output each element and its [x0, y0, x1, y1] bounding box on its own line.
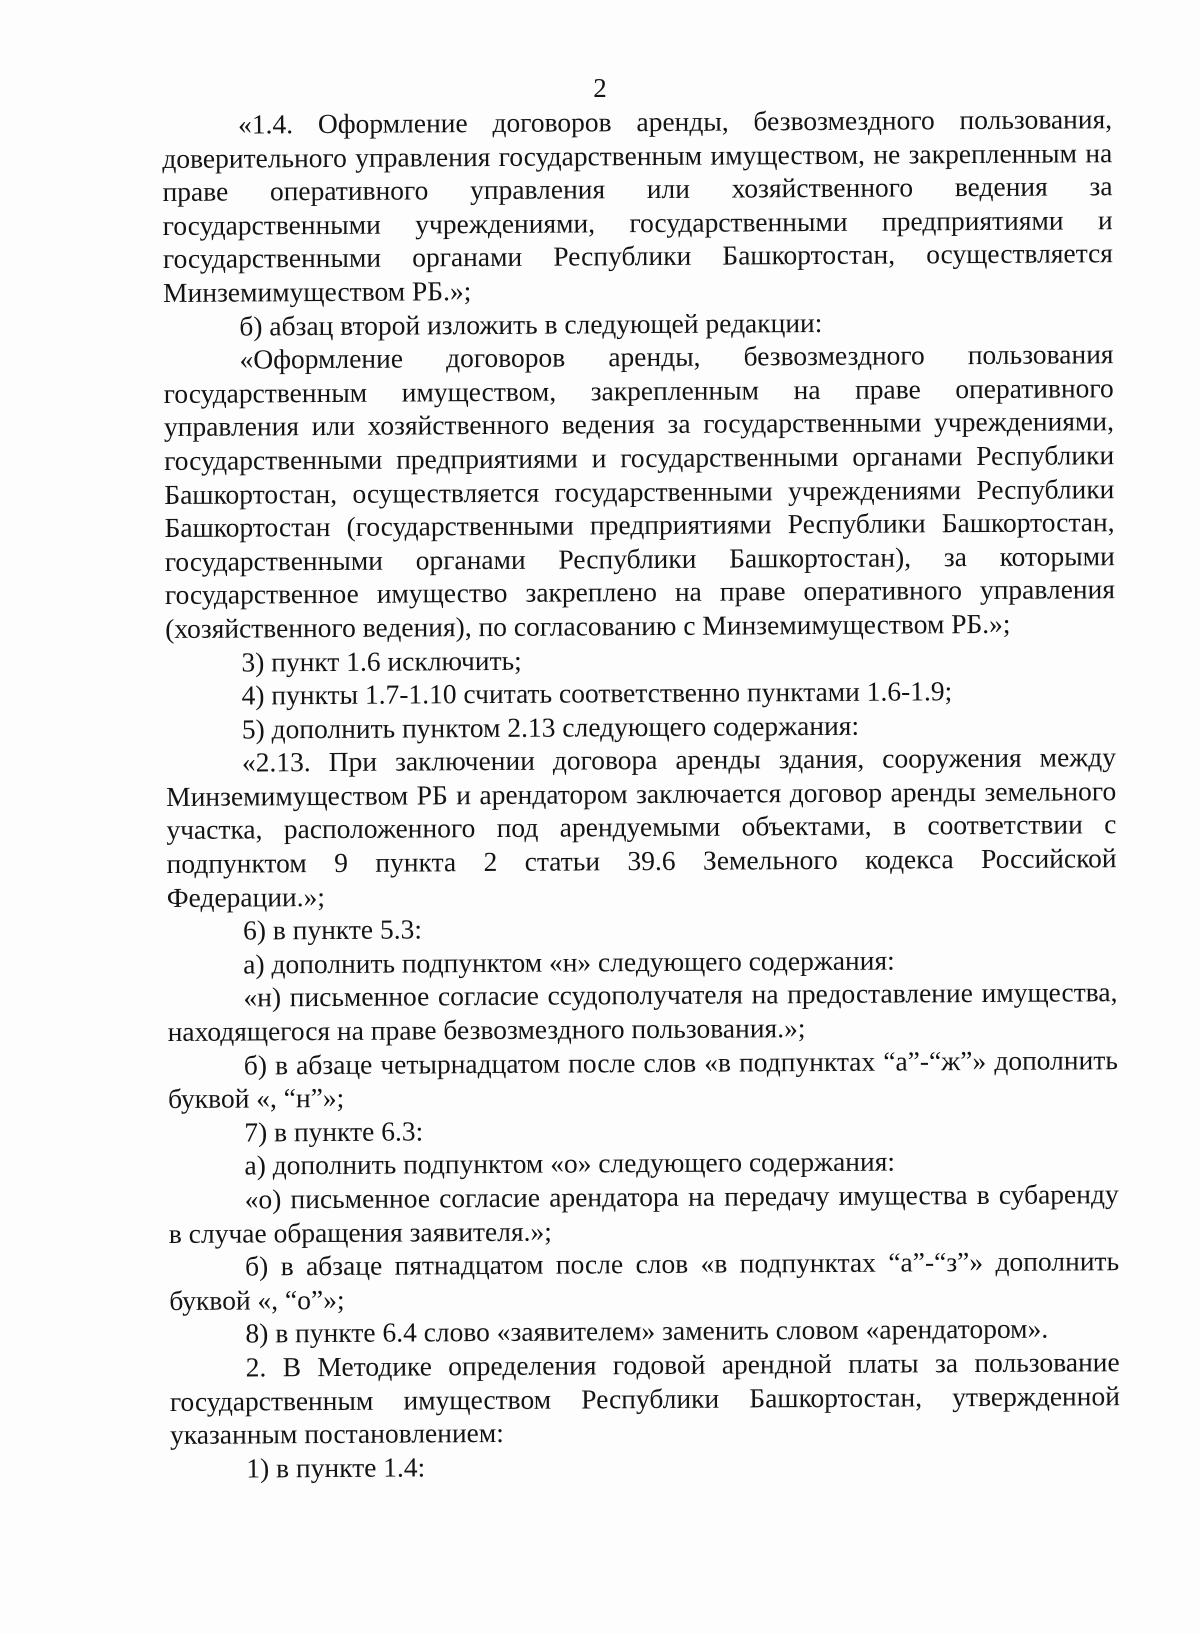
paragraph-subitem-n: «н) письменное согласие ссудополучателя на предоставление имущества, находящегося на праве безвозмездного пользования.»; [167, 976, 1118, 1048]
paragraph-item-5: 5) дополнить пунктом 2.13 следующего содержания: [241, 709, 860, 745]
paragraph-item-3: 3) пункт 1.6 исключить; [241, 644, 522, 678]
paragraph-new-wording: «Оформление договоров аренды, безвозмездного пользования государственным имуществом, закрепленным на праве оперативного управления или хозяйственного ведения за государственными учреждениями, государственными предприятиями и государственными органами Республики Башкортостан, осуществляется государственными учреждениями Республики Башкортостан (государственными предприятиями Республики Башкортостан, государственными органами Республики Башкортостан), за которыми государственное имущество закреплено на праве оперативного управления (хозяйственного ведения), по согласованию с Минземимуществом РБ.»; [163, 338, 1116, 644]
paragraph-item-6: 6) в пункте 5.3: [242, 913, 423, 946]
paragraph-item-7-a: а) дополнить подпунктом «о» следующего содержания: [244, 1145, 896, 1181]
document-body [162, 102, 1120, 1485]
paragraph-item-8: 8) в пункте 6.4 слово «заявителем» заменить словом «арендатором». [245, 1312, 1049, 1349]
paragraph-clause-2-13: «2.13. При заключении договора аренды здания, сооружения между Минземимуществом РБ и арендатором заключается договор аренды земельного участка, расположенного под арендуемыми объектами, в соответствии с подпунктом 9 пункта 2 статьи 39.6 Земельного кодекса Российской Федерации.»; [166, 741, 1117, 913]
paragraph-subitem-o: «о) письменное согласие арендатора на передачу имущества в субаренду в случае обращения заявителя.»; [168, 1178, 1119, 1249]
paragraph-item-6-a: а) дополнить подпунктом «н» следующего содержания: [243, 944, 895, 980]
paragraph-section-2-item-1: 1) в пункте 1.4: [246, 1451, 426, 1484]
paragraph-clause-1-4: «1.4. Оформление договоров аренды, безвозмездного пользования, доверительного управления государственным имуществом, не закрепленным на праве оперативного управления или хозяйственного ведения за государственными учреждениями, государственными предприятиями и государственными органами Республики Башкортостан, осуществляется Минземимуществом РБ.»; [162, 103, 1113, 308]
page-number: 2 [593, 73, 607, 103]
paragraph-b-second-abzac: б) абзац второй изложить в следующей редакции: [239, 306, 823, 342]
paragraph-item-6-b: б) в абзаце четырнадцатом после слов «в подпунктах “а”-“ж”» дополнить буквой «, “н”»; [167, 1043, 1118, 1115]
paragraph-item-4: 4) пункты 1.7-1.10 считать соответственно пунктами 1.6-1.9; [241, 675, 953, 711]
paragraph-item-7: 7) в пункте 6.3: [244, 1115, 424, 1148]
paragraph-item-7-b: б) в абзаце пятнадцатом после слов «в подпунктах “а”-“з”» дополнить буквой «, “о”»; [169, 1245, 1120, 1316]
paragraph-section-2: 2. В Методике определения годовой арендной платы за пользование государственным имуществом Республики Башкортостан, утвержденной указанным постановлением: [169, 1346, 1120, 1451]
